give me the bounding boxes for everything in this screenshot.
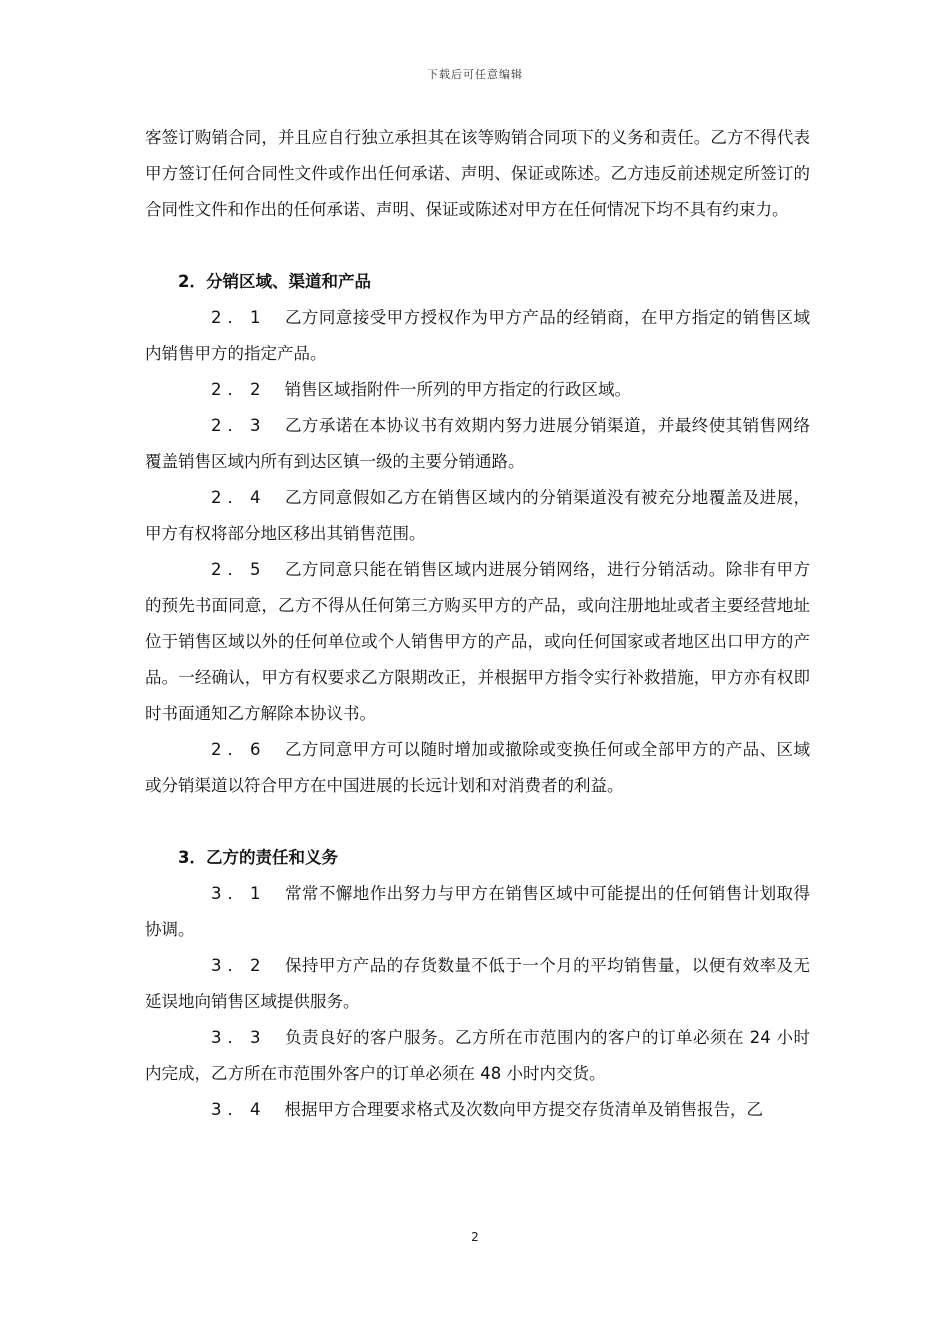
- clause-text: 负责良好的客户服务。乙方所在市范围内的客户的订单必须在 24 小时内完成，乙方所在市范围外客户的订单必须在 48 小时内交货。: [145, 1028, 810, 1083]
- clause-2-1: [145, 300, 810, 372]
- clause-number: 3．1: [211, 884, 267, 903]
- clause-3-1: [145, 876, 810, 948]
- clause-number: 2．5: [211, 560, 267, 579]
- clause-text: 乙方同意甲方可以随时增加或撤除或变换任何或全部甲方的产品、区域或分销渠道以符合甲方在中国进展的长远计划和对消费者的利益。: [145, 740, 810, 795]
- clause-2-4: [145, 480, 810, 552]
- clause-number: 3．2: [211, 956, 267, 975]
- clause-number: 2．6: [211, 740, 267, 759]
- clause-3-3: [145, 1020, 810, 1092]
- clause-text: 乙方承诺在本协议书有效期内努力进展分销渠道，并最终使其销售网络覆盖销售区域内所有到达区镇一级的主要分销通路。: [145, 416, 810, 471]
- section-3-heading: 3．乙方的责任和义务: [178, 848, 338, 867]
- clause-3-2: [145, 948, 810, 1020]
- section-2-heading: 2．分销区域、渠道和产品: [178, 272, 371, 291]
- page-header: 下载后可任意编辑: [427, 68, 523, 81]
- page-number: 2: [471, 1230, 479, 1244]
- clause-number: 2．4: [211, 488, 267, 507]
- clause-number: 2．2: [211, 380, 267, 399]
- clause-2-2: [145, 372, 810, 408]
- continuation-paragraph: 客签订购销合同，并且应自行独立承担其在该等购销合同项下的义务和责任。乙方不得代表甲方签订任何合同性文件或作出任何承诺、声明、保证或陈述。乙方违反前述规定所签订的合同性文件和作出的任何承诺、声明、保证或陈述对甲方在任何情况下均不具有约束力。: [145, 128, 810, 219]
- clause-2-6: [145, 732, 810, 804]
- clause-2-3: [145, 408, 810, 480]
- clause-number: 3．4: [211, 1100, 267, 1119]
- clause-number: 2．1: [211, 308, 267, 327]
- clause-text: 乙方同意假如乙方在销售区域内的分销渠道没有被充分地覆盖及进展，甲方有权将部分地区移出其销售范围。: [145, 488, 810, 543]
- clause-text: 常常不懈地作出努力与甲方在销售区域中可能提出的任何销售计划取得协调。: [145, 884, 810, 939]
- clause-text: 乙方同意只能在销售区域内进展分销网络，进行分销活动。除非有甲方的预先书面同意，乙方不得从任何第三方购买甲方的产品，或向注册地址或者主要经营地址位于销售区域以外的任何单位或个人销售甲方的产品，或向任何国家或者地区出口甲方的产品。一经确认，甲方有权要求乙方限期改正，并根据甲方指令实行补救措施，甲方亦有权即时书面通知乙方解除本协议书。: [145, 560, 810, 723]
- document-body: [145, 120, 810, 1128]
- clause-number: 2．3: [211, 416, 267, 435]
- clause-text: 乙方同意接受甲方授权作为甲方产品的经销商，在甲方指定的销售区域内销售甲方的指定产品。: [145, 308, 810, 363]
- clause-text: 保持甲方产品的存货数量不低于一个月的平均销售量，以便有效率及无延误地向销售区域提供服务。: [145, 956, 810, 1011]
- clause-number: 3．3: [211, 1028, 267, 1047]
- clause-3-4: [145, 1092, 810, 1128]
- clause-text: 销售区域指附件一所列的甲方指定的行政区域。: [284, 380, 631, 399]
- clause-2-5: [145, 552, 810, 732]
- clause-text: 根据甲方合理要求格式及次数向甲方提交存货清单及销售报告，乙: [284, 1100, 763, 1119]
